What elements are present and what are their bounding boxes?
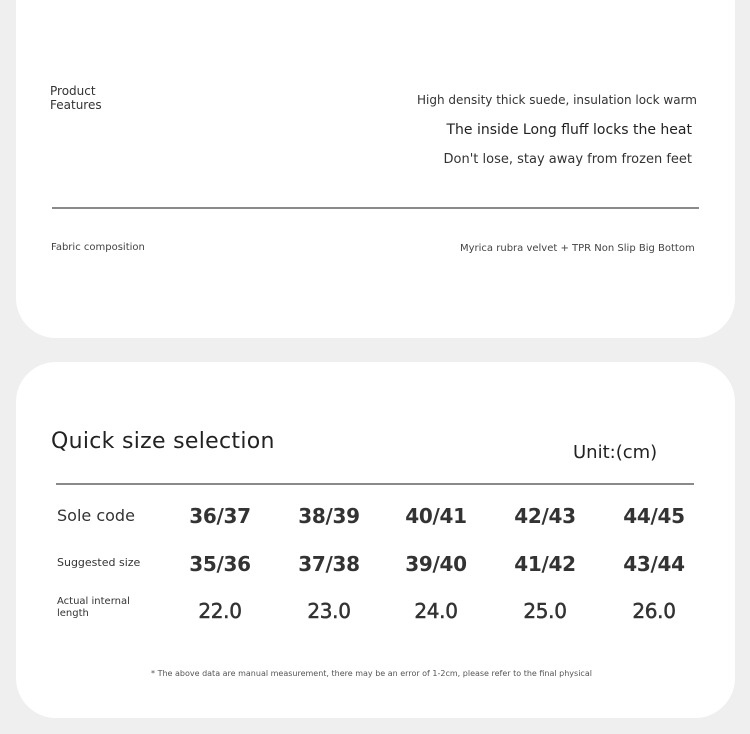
- suggested-size-value: 35/36: [189, 552, 251, 576]
- measurement-note: * The above data are manual measurement, there may be an error of 1-2cm, please refer to the final physical: [151, 669, 592, 678]
- actual-length-value: 23.0: [307, 599, 351, 623]
- row-label-suggested-size: Suggested size: [57, 556, 141, 569]
- product-features-card: [16, 0, 735, 338]
- fabric-composition-value: Myrica rubra velvet + TPR Non Slip Big Bottom: [460, 243, 695, 254]
- sole-code-value: 38/39: [298, 504, 360, 528]
- suggested-size-value: 37/38: [298, 552, 360, 576]
- size-table-divider: [56, 483, 694, 485]
- actual-length-value: 22.0: [198, 599, 242, 623]
- feature-line-2: The inside Long fluff locks the heat: [446, 122, 692, 138]
- actual-length-value: 24.0: [414, 599, 458, 623]
- feature-line-3: Don't lose, stay away from frozen feet: [443, 152, 692, 167]
- sole-code-value: 40/41: [405, 504, 467, 528]
- size-selection-card: [16, 362, 735, 718]
- row-label-sole-code: Sole code: [57, 506, 135, 525]
- actual-length-value: 26.0: [632, 599, 676, 623]
- actual-length-value: 25.0: [523, 599, 567, 623]
- fabric-composition-label: Fabric composition: [51, 242, 145, 253]
- features-divider: [52, 207, 699, 209]
- size-selection-title: Quick size selection: [51, 429, 275, 454]
- suggested-size-value: 39/40: [405, 552, 467, 576]
- unit-label: Unit:(cm): [573, 442, 658, 463]
- row-label-actual-length: Actual internal length: [57, 596, 130, 619]
- suggested-size-value: 41/42: [514, 552, 576, 576]
- suggested-size-value: 43/44: [623, 552, 685, 576]
- sole-code-value: 44/45: [623, 504, 685, 528]
- feature-line-1: High density thick suede, insulation lock warm: [417, 93, 697, 107]
- sole-code-value: 36/37: [189, 504, 251, 528]
- sole-code-value: 42/43: [514, 504, 576, 528]
- product-features-label: Product Features: [50, 84, 102, 112]
